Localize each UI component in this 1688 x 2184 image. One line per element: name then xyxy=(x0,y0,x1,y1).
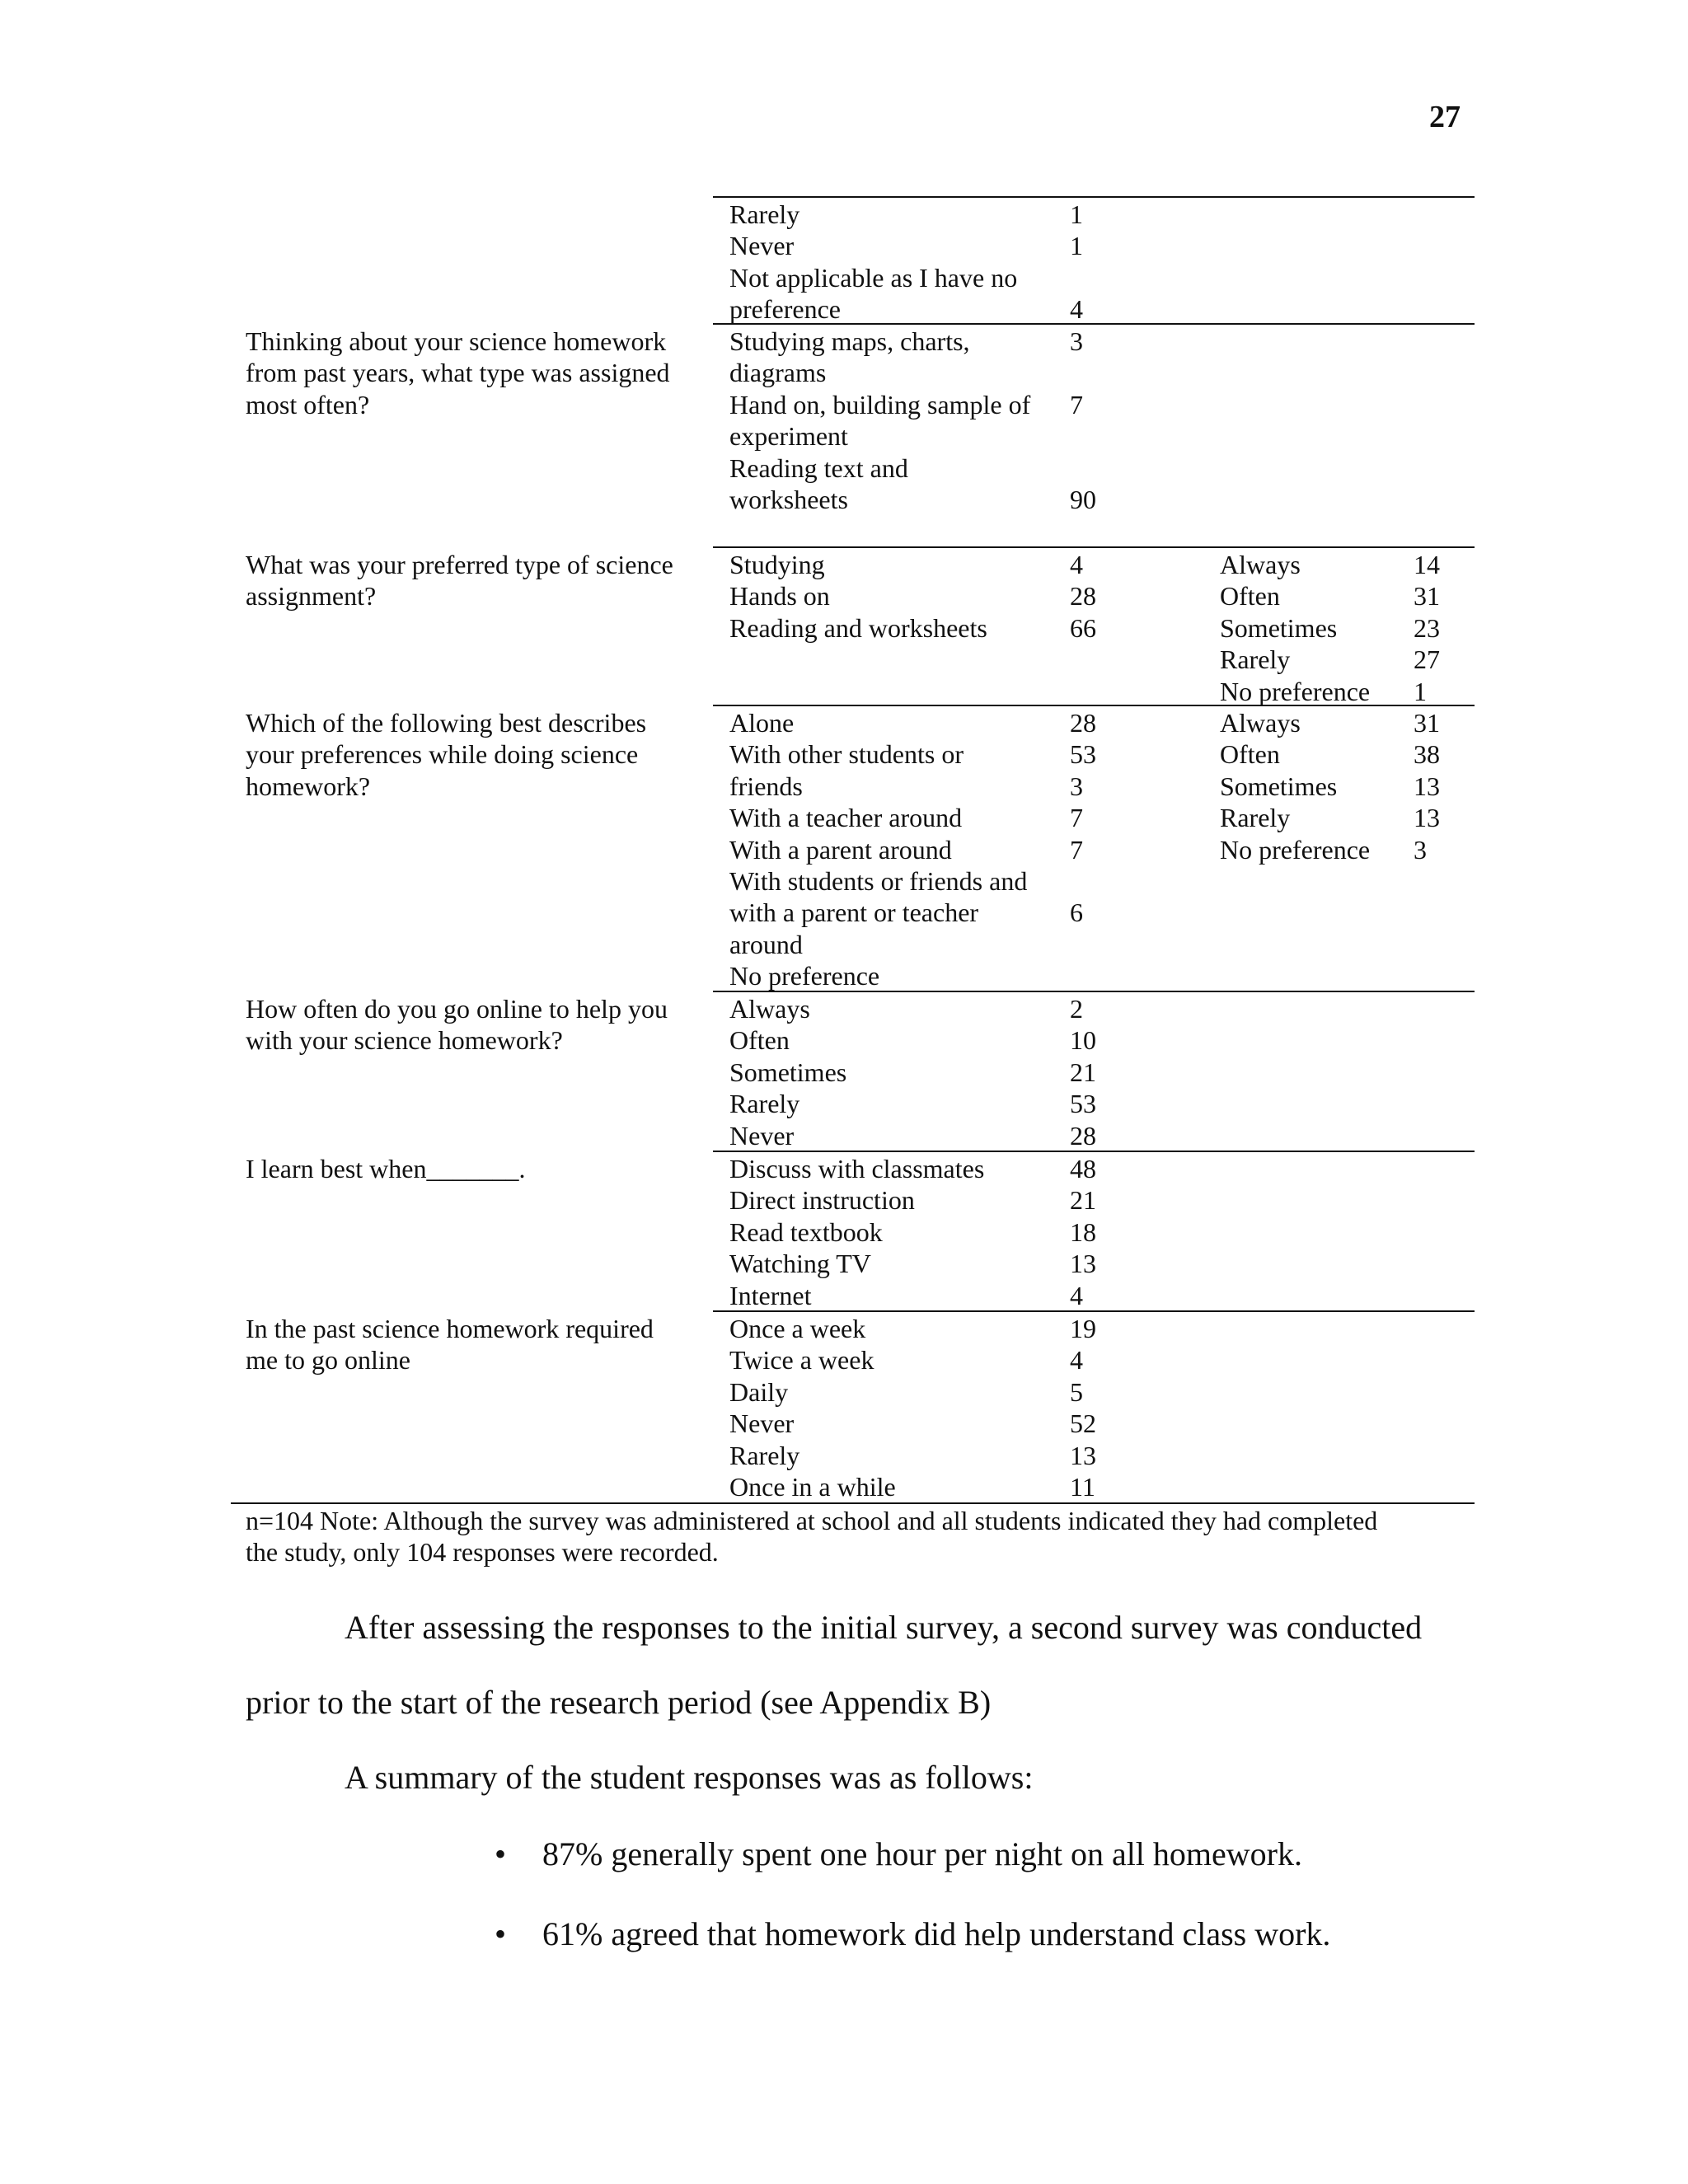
answer-label: Often xyxy=(729,1025,790,1056)
answer-label: Once in a while xyxy=(729,1472,896,1502)
paragraph-2: prior to the start of the research period (see Appendix B) xyxy=(246,1684,992,1721)
page-number: 27 xyxy=(1429,100,1461,134)
table-top-rule xyxy=(713,196,1475,198)
question-text: from past years, what type was assigned xyxy=(246,358,670,388)
answer-count: 4 xyxy=(1070,550,1083,579)
answer-label: experiment xyxy=(729,421,848,452)
frequency-label: No preference xyxy=(1220,676,1371,706)
answer-label: Twice a week xyxy=(729,1345,874,1376)
answer-count: 10 xyxy=(1070,1025,1096,1056)
frequency-label: Often xyxy=(1220,581,1280,612)
answer-count: 4 xyxy=(1070,1345,1083,1376)
frequency-count: 13 xyxy=(1414,803,1440,833)
answer-count: 4 xyxy=(1070,1280,1083,1310)
question-text: homework? xyxy=(246,771,371,801)
answer-label: diagrams xyxy=(729,358,827,388)
frequency-label: No preference xyxy=(1220,834,1371,865)
answer-label: Always xyxy=(729,994,810,1024)
bullet-text: 61% agreed that homework did help understand class work. xyxy=(542,1915,1331,1952)
answer-label: Never xyxy=(729,231,795,261)
frequency-label: Always xyxy=(1220,550,1301,579)
answer-label: worksheets xyxy=(729,485,848,514)
answer-label: Direct instruction xyxy=(729,1185,915,1216)
paragraph-1: After assessing the responses to the initial survey, a second survey was conducted xyxy=(345,1609,1423,1646)
answer-count: 1 xyxy=(1070,231,1083,261)
question-text: assignment? xyxy=(246,581,377,612)
answer-count: 13 xyxy=(1070,1249,1096,1279)
bullet-dot-icon: • xyxy=(495,1835,507,1872)
answer-label: Rarely xyxy=(729,1089,800,1119)
answer-label: Sometimes xyxy=(729,1057,847,1087)
frequency-label: Sometimes xyxy=(1220,612,1338,643)
answer-label: Reading text and xyxy=(729,452,908,483)
answer-label: Never xyxy=(729,1120,795,1151)
answer-count: 53 xyxy=(1070,739,1096,770)
answer-count: 5 xyxy=(1070,1376,1083,1407)
answer-label: With students or friends and xyxy=(729,866,1028,896)
answer-label: around xyxy=(729,929,803,959)
answer-label: Rarely xyxy=(729,199,800,229)
answer-label: preference xyxy=(729,294,841,325)
answer-count: 3 xyxy=(1070,771,1083,801)
section-rule xyxy=(713,991,1475,992)
table-bottom-rule xyxy=(231,1502,1475,1504)
question-text: with your science homework? xyxy=(246,1025,563,1056)
frequency-count: 3 xyxy=(1414,834,1427,865)
answer-count: 48 xyxy=(1070,1154,1096,1183)
question-text: Which of the following best describes xyxy=(246,708,647,738)
question-text: me to go online xyxy=(246,1345,410,1376)
frequency-label: Sometimes xyxy=(1220,771,1338,801)
question-text: I learn best when_______. xyxy=(246,1154,526,1183)
answer-count: 90 xyxy=(1070,485,1096,514)
answer-label: Rarely xyxy=(729,1440,800,1470)
answer-label: Reading and worksheets xyxy=(729,612,987,643)
answer-count: 18 xyxy=(1070,1216,1096,1247)
answer-count: 28 xyxy=(1070,708,1096,738)
answer-count: 1 xyxy=(1070,199,1083,229)
table-note: n=104 Note: Although the survey was administered at school and all students indicated they had completed xyxy=(246,1506,1378,1535)
answer-label: Alone xyxy=(729,708,795,738)
question-text: Thinking about your science homework xyxy=(246,326,667,356)
answer-label: Hand on, building sample of xyxy=(729,389,1031,419)
answer-count: 13 xyxy=(1070,1440,1096,1470)
answer-count: 28 xyxy=(1070,1120,1096,1151)
answer-label: With a teacher around xyxy=(729,803,963,833)
answer-label: friends xyxy=(729,771,803,801)
answer-label: Read textbook xyxy=(729,1216,883,1247)
question-text: most often? xyxy=(246,389,370,419)
answer-label: with a parent or teacher xyxy=(729,898,979,928)
frequency-count: 14 xyxy=(1414,550,1440,579)
answer-count: 21 xyxy=(1070,1057,1096,1087)
frequency-label: Always xyxy=(1220,708,1301,738)
answer-label: Not applicable as I have no xyxy=(729,262,1018,293)
frequency-count: 1 xyxy=(1414,676,1427,706)
table-note: the study, only 104 responses were recorded. xyxy=(246,1537,719,1568)
frequency-count: 38 xyxy=(1414,739,1440,770)
frequency-count: 31 xyxy=(1414,708,1440,738)
answer-count: 7 xyxy=(1070,803,1083,833)
section-rule xyxy=(713,546,1475,548)
answer-count: 6 xyxy=(1070,898,1083,928)
answer-label: Discuss with classmates xyxy=(729,1154,985,1183)
frequency-label: Rarely xyxy=(1220,644,1291,675)
section-rule xyxy=(713,1310,1475,1312)
section-rule xyxy=(713,1151,1475,1152)
answer-count: 28 xyxy=(1070,581,1096,612)
answer-label: Daily xyxy=(729,1376,789,1407)
frequency-label: Rarely xyxy=(1220,803,1291,833)
answer-label: With other students or xyxy=(729,739,964,770)
question-text: What was your preferred type of science xyxy=(246,550,673,579)
answer-label: Internet xyxy=(729,1280,812,1310)
answer-count: 52 xyxy=(1070,1408,1096,1439)
frequency-count: 27 xyxy=(1414,644,1440,675)
section-rule xyxy=(713,705,1475,706)
frequency-count: 13 xyxy=(1414,771,1440,801)
frequency-count: 23 xyxy=(1414,612,1440,643)
question-text: your preferences while doing science xyxy=(246,739,639,770)
answer-count: 19 xyxy=(1070,1314,1096,1343)
answer-label: Once a week xyxy=(729,1314,866,1343)
answer-label: No preference xyxy=(729,961,880,991)
answer-count: 21 xyxy=(1070,1185,1096,1216)
question-text: How often do you go online to help you xyxy=(246,994,668,1024)
question-text: In the past science homework required xyxy=(246,1314,654,1343)
answer-count: 11 xyxy=(1070,1472,1095,1502)
bullet-text: 87% generally spent one hour per night on all homework. xyxy=(542,1835,1302,1872)
answer-label: Hands on xyxy=(729,581,830,612)
answer-count: 3 xyxy=(1070,326,1083,356)
answer-label: With a parent around xyxy=(729,834,952,865)
answer-count: 53 xyxy=(1070,1089,1096,1119)
paragraph-3: A summary of the student responses was as follows: xyxy=(345,1759,1034,1796)
answer-label: Studying maps, charts, xyxy=(729,326,970,356)
answer-count: 2 xyxy=(1070,994,1083,1024)
answer-label: Watching TV xyxy=(729,1249,871,1279)
answer-count: 7 xyxy=(1070,389,1083,419)
answer-count: 66 xyxy=(1070,612,1096,643)
answer-count: 4 xyxy=(1070,294,1083,325)
section-rule xyxy=(713,323,1475,325)
bullet-dot-icon: • xyxy=(495,1915,507,1952)
answer-label: Never xyxy=(729,1408,795,1439)
answer-count: 7 xyxy=(1070,834,1083,865)
frequency-count: 31 xyxy=(1414,581,1440,612)
answer-label: Studying xyxy=(729,550,825,579)
frequency-label: Often xyxy=(1220,739,1280,770)
